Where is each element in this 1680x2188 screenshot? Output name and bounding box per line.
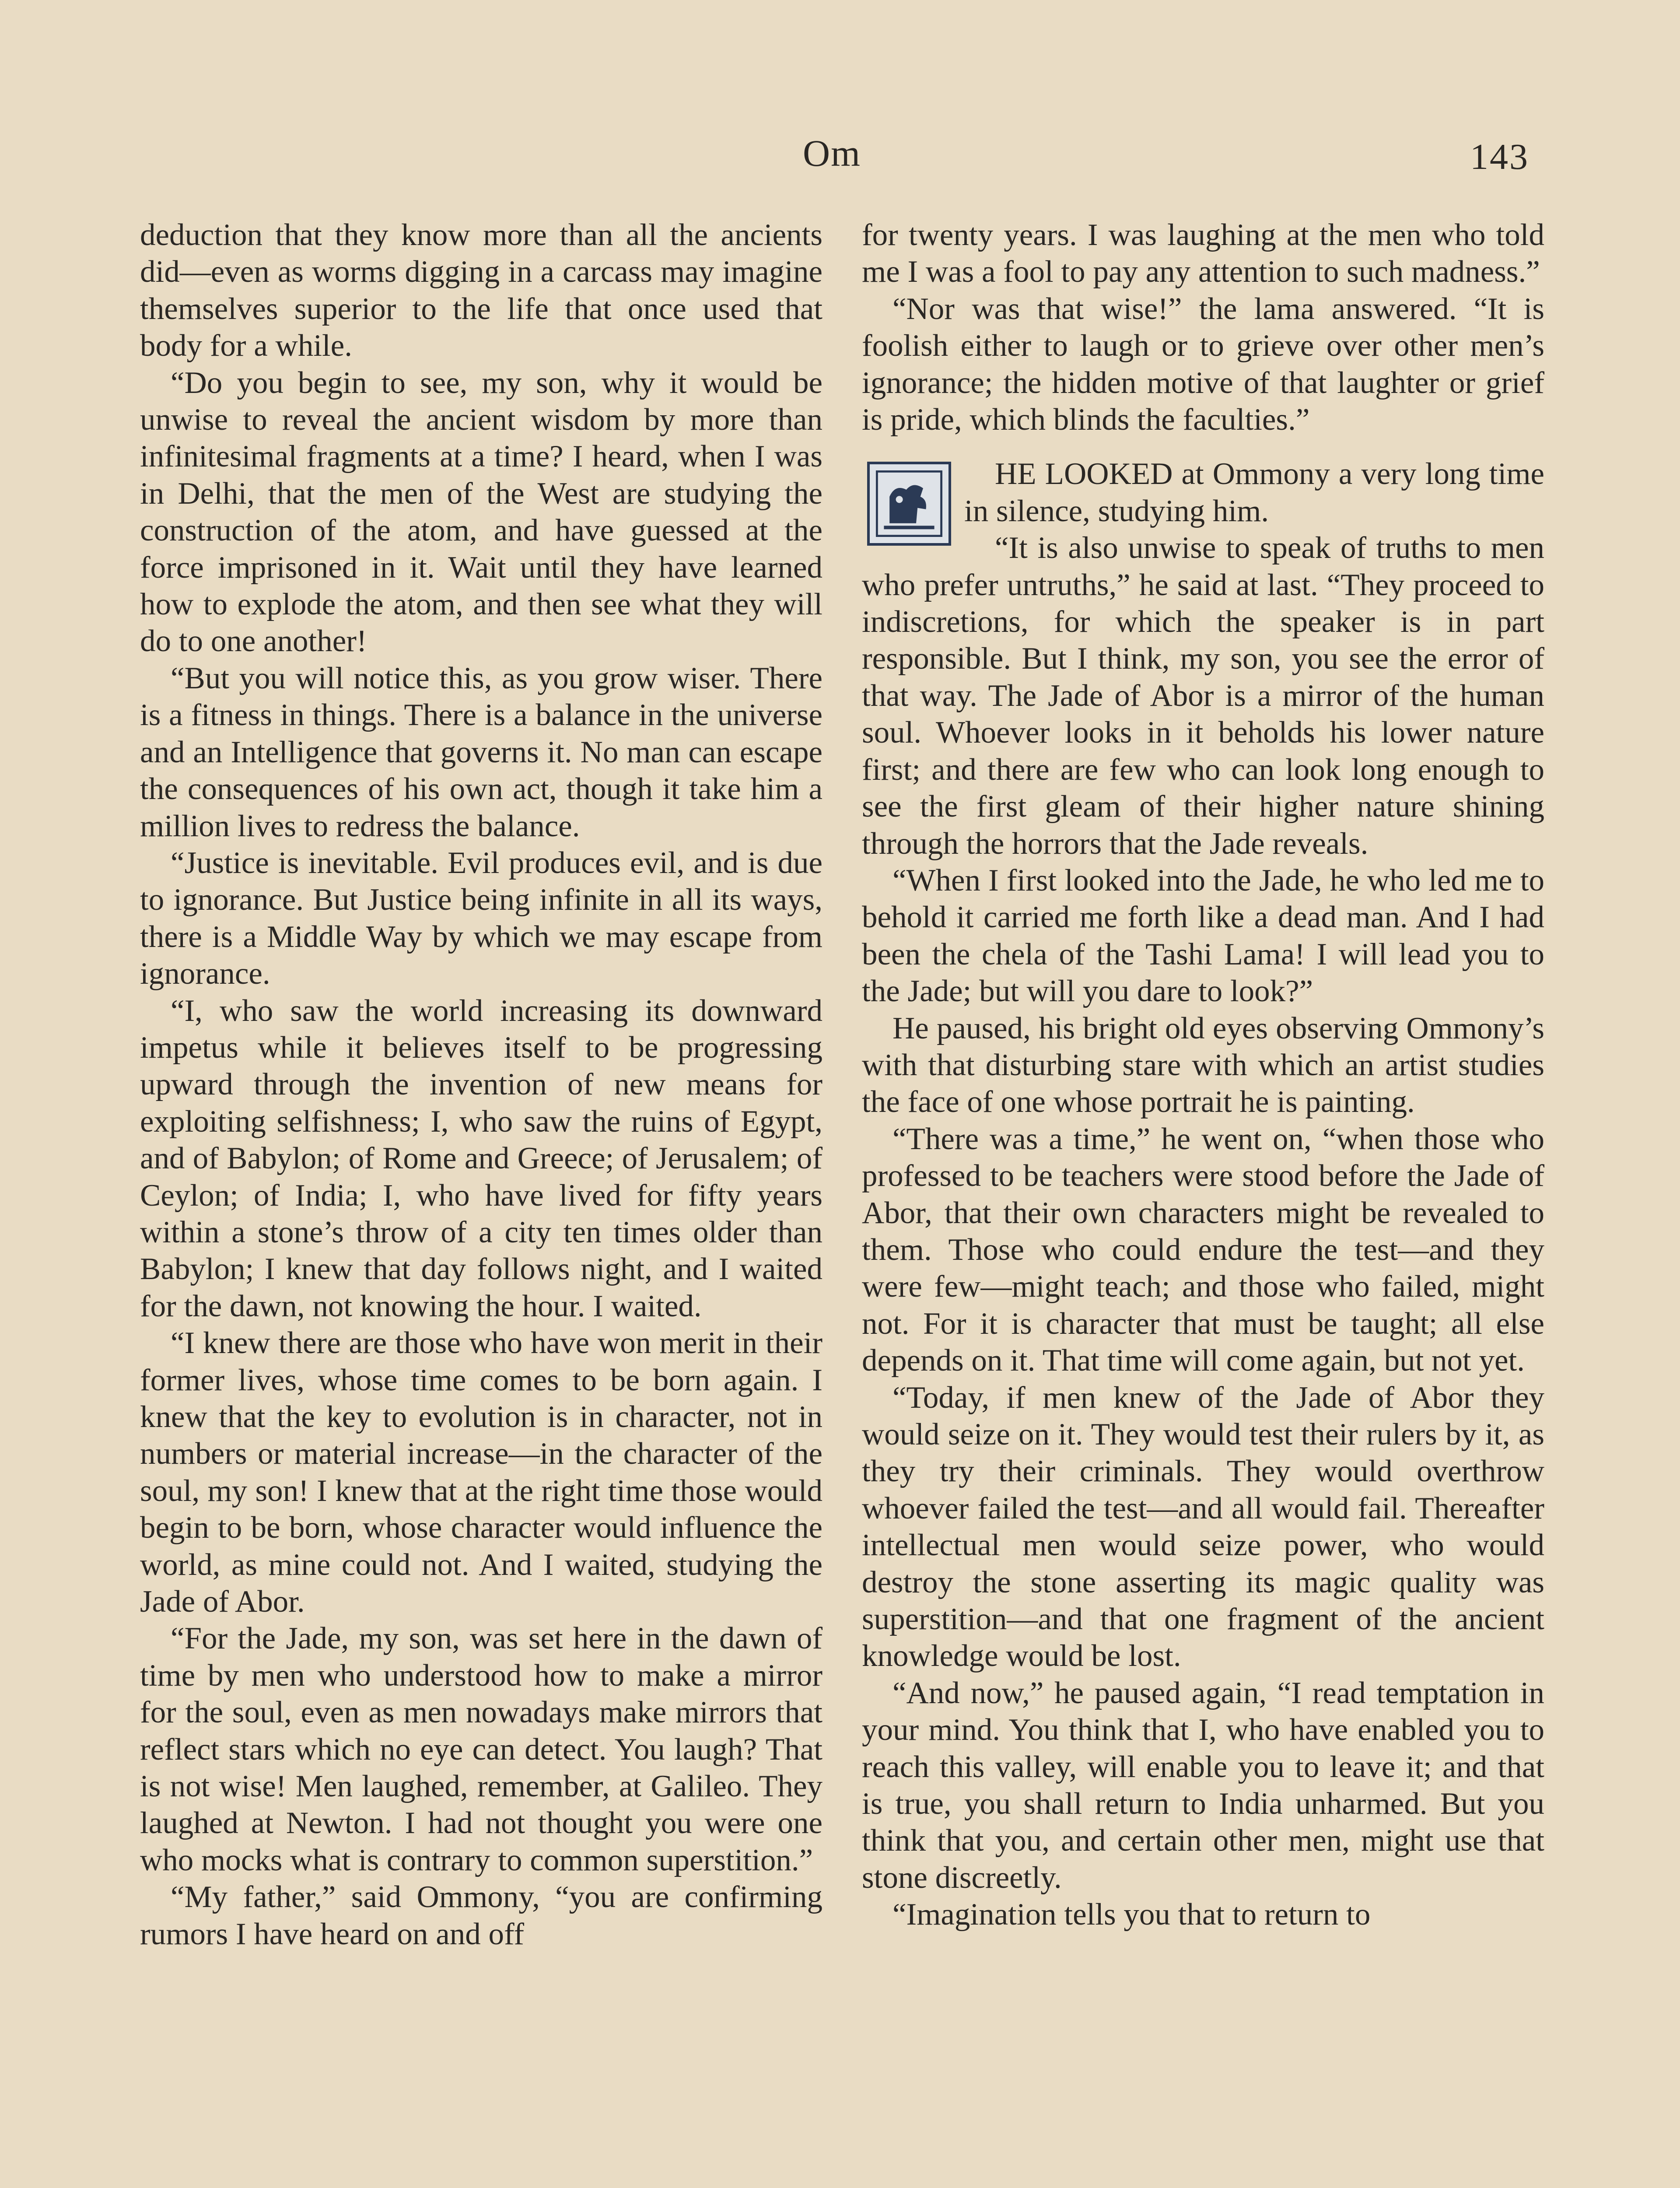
left-column [140,217,822,1953]
running-title: Om [803,132,861,174]
right-column [862,217,1544,1933]
paragraph: deduction that they know more than all the ancients did—even as worms digging in a carcass may imagine themselves superior to the life that once used that body for a while. [140,218,822,363]
paragraph: “Justice is inevitable. Evil produces evil, and is due to ignorance. But Justice being infinite in all its ways, there is a Middle Way by which we may escape from ignorance. [140,845,822,991]
paragraph: “There was a time,” he went on, “when those who professed to be teachers were stood before the Jade of Abor, that their own characters might be revealed to them. Those who could endure the test—and they were few—might teach; and those who failed, might not. For it is character that must be taught; all else depends on it. That time will come again, but not yet. [862,1122,1544,1378]
paragraph: “But you will notice this, as you grow wiser. There is a fitness in things. There is a balance in the universe and an Intelligence that governs it. No man can escape the consequences of his own act, though it take him a million lives to redress the balance. [140,661,822,843]
paragraph: “It is also unwise to speak of truths to men who prefer untruths,” he said at last. “They proceed to indiscretions, for which the speaker is in part responsible. But I think, my son, you see the error of that way. The Jade of Abor is a mirror of the human soul. Whoever looks in it beholds his lower nature first; and there are few who can look long enough to see the first gleam of their higher nature shining through the horrors that the Jade reveals. [862,531,1544,861]
paragraph: “Do you begin to see, my son, why it would be unwise to reveal the ancient wisdom by more than infinitesimal fragments at a time? I heard, when I was in Delhi, that the men of the West are studying the construction of the atom, and have guessed at the force imprisoned in it. Wait until they have learned how to explode the atom, and then see what they will do to one another! [140,365,822,659]
paragraph: “Today, if men knew of the Jade of Abor they would seize on it. They would test their rulers by it, as they try their criminals. They would overthrow whoever failed the test—and all would fail. Thereafter intellectual men would seize power, who would destroy the stone asserting its magic quality was superstition—and that one fragment of the ancient knowledge would be lost. [862,1380,1544,1673]
section-break [862,438,1544,456]
paragraph: “My father,” said Ommony, “you are confirming rumors I have heard on and off [140,1880,822,1951]
page-number: 143 [1470,137,1529,177]
paragraph: “I, who saw the world increasing its downward impetus while it believes itself to be progressing upward through the invention of new means for exploiting selfishness; I, who saw the ruins of Egypt, and of Babylon; of Rome and Greece; of Jerusalem; of Ceylon; of India; I, who have lived for fifty years within a stone’s throw of a city ten times older than Babylon; I knew that day follows night, and I waited for the dawn, not knowing the hour. I waited. [140,993,822,1323]
section-opening-paragraph: HE LOOKED at Ommony a very long time in silence, studying him. [964,457,1544,528]
paragraph: “I knew there are those who have won merit in their former lives, whose time comes to be born again. I knew that the key to evolution is in character, not in numbers or material increase—in the character of the soul, my son! I knew that at the right time those would begin to be born, whose character would influence the world, as mine could not. And I waited, studying the Jade of Abor. [140,1326,822,1619]
paragraph: “Nor was that wise!” the lama answered. “It is foolish either to laugh or to grieve over other men’s ignorance; the hidden motive of that laughter or grief is pride, which blinds the faculties.” [862,291,1544,437]
paragraph: “And now,” he paused again, “I read temptation in your mind. You think that I, who have enabled you to reach this valley, will enable you to leave it; and that is true, you shall return to India unharmed. But you think that you, and certain other men, might use that stone discreetly. [862,1676,1544,1895]
paragraph: “For the Jade, my son, was set here in the dawn of time by men who understood how to make a mirror for the soul, even as men nowadays make mirrors that reflect stars which no eye can detect. You laugh? That is not wise! Men laughed, remember, at Galileo. They laughed at Newton. I had not thought you were one who mocks what is contrary to common superstition.” [140,1621,822,1877]
paragraph: “Imagination tells you that to return to [892,1897,1371,1932]
paragraph: “When I first looked into the Jade, he who led me to behold it carried me forth like a dead man. And I had been the chela of the Tashi Lama! I will lead you to the Jade; but will you dare to look?” [862,863,1544,1009]
paragraph: He paused, his bright old eyes observing Ommony’s with that disturbing stare with which an artist studies the face of one whose portrait he is painting. [862,1011,1544,1119]
paragraph: for twenty years. I was laughing at the men who told me I was a fool to pay any attention to such madness.” [862,218,1544,289]
ornamental-drop-cap-icon [867,462,951,546]
